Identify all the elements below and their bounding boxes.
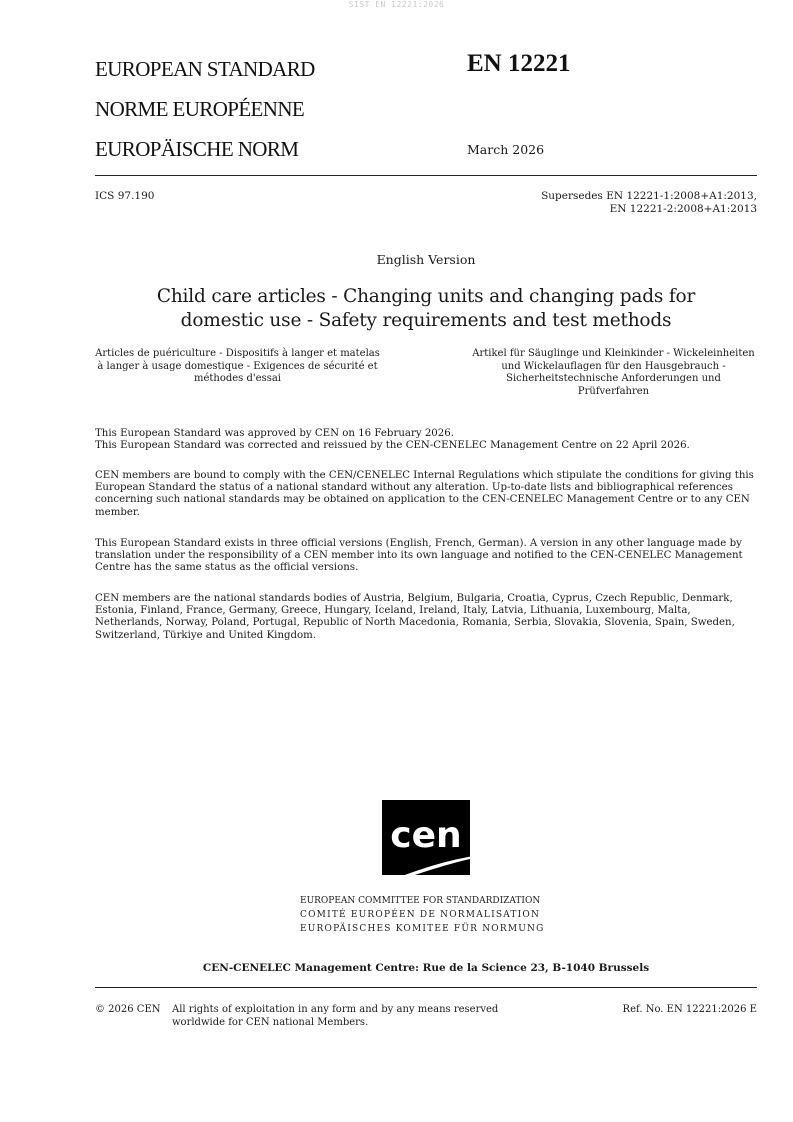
publication-date: March 2026 xyxy=(467,142,545,157)
supersedes-block xyxy=(480,190,757,216)
rights-line-1: All rights of exploitation in any form and by any means reserved xyxy=(172,1004,499,1015)
reference-number: Ref. No. EN 12221:2026 E xyxy=(622,1004,757,1015)
header-divider xyxy=(95,175,757,176)
watermark: SIST EN 12221:2026 xyxy=(348,0,445,9)
members-paragraph: CEN members are the national standards bodies of Austria, Belgium, Bulgaria, Croatia, Cyprus, Czech Republic, Denmark, Estonia, Finland, France, Germany, Greece, Hungary, Iceland, Ireland, Italy, Latvia, Lithuania, Luxembourg, Malta, Netherlands, Norway, Poland, Portugal, Republic of North Macedonia, Romania, Serbia, Slovakia, Slovenia, Spain, Sweden, Switzerland, Türkiye and United Kingdom. xyxy=(95,593,735,641)
comply-paragraph: CEN members are bound to comply with the CEN/CENELEC Internal Regulations which stipulate the conditions for giving this European Standard the status of a national standard without any alteration. Up-to-date lists and bibliographical references concerning such national standards may be obtained on application to the CEN-CENELEC Management Centre or to any CEN member. xyxy=(95,470,754,518)
committee-name-en: EUROPEAN COMMITTEE FOR STANDARDIZATION xyxy=(300,896,541,906)
title-line-2: domestic use - Safety requirements and test methods xyxy=(180,310,672,331)
supersedes-line-1: Supersedes EN 12221-1:2008+A1:2013, xyxy=(541,190,757,202)
cen-logo-text: cen xyxy=(390,815,462,856)
committee-name-fr: COMITÉ EUROPÉEN DE NORMALISATION xyxy=(300,910,541,920)
document-title xyxy=(140,285,712,333)
standard-number: EN 12221 xyxy=(467,50,571,77)
cen-logo-graphic xyxy=(370,800,482,890)
versions-paragraph: This European Standard exists in three official versions (English, French, German). A version in any other language made by translation under the responsibility of a CEN member into its own language and notified to the CEN-CENELEC Management Centre has the same status as the official versions. xyxy=(95,538,743,574)
copyright: © 2026 CEN xyxy=(95,1004,161,1015)
rights-statement xyxy=(172,1004,502,1029)
ics-code: ICS 97.190 xyxy=(95,190,155,202)
title-french: Articles de puériculture - Dispositifs à langer et matelas à langer à usage domestique - Exigences de sécurité et méthodes d'essai xyxy=(95,348,380,384)
supersedes-line-2: EN 12221-2:2008+A1:2013 xyxy=(609,203,757,215)
corrected-line: This European Standard was corrected and reissued by the CEN-CENELEC Management Centre on 22 April 2026. xyxy=(95,440,690,452)
english-version-label: English Version xyxy=(376,252,476,267)
cen-logo xyxy=(370,800,482,890)
standard-name-fr: NORME EUROPÉENNE xyxy=(95,97,305,121)
footer-divider xyxy=(95,987,757,988)
standard-name-en: EUROPEAN STANDARD xyxy=(95,57,315,81)
standard-name-de: EUROPÄISCHE NORM xyxy=(95,137,299,161)
committee-name-de: EUROPÄISCHES KOMITEE FÜR NORMUNG xyxy=(300,924,545,934)
title-german: Artikel für Säuglinge und Kleinkinder - Wickeleinheiten und Wickelauflagen für den Hausgebrauch - Sicherheitstechnische Anforderungen und Prüfverfahren xyxy=(472,348,755,397)
rights-line-2: worldwide for CEN national Members. xyxy=(172,1016,369,1028)
approval-paragraph xyxy=(95,428,757,452)
title-line-1: Child care articles - Changing units and changing pads for xyxy=(156,286,696,307)
management-centre-address: CEN-CENELEC Management Centre: Rue de la Science 23, B-1040 Brussels xyxy=(202,962,650,974)
approved-line: This European Standard was approved by CEN on 16 February 2026. xyxy=(95,428,454,439)
